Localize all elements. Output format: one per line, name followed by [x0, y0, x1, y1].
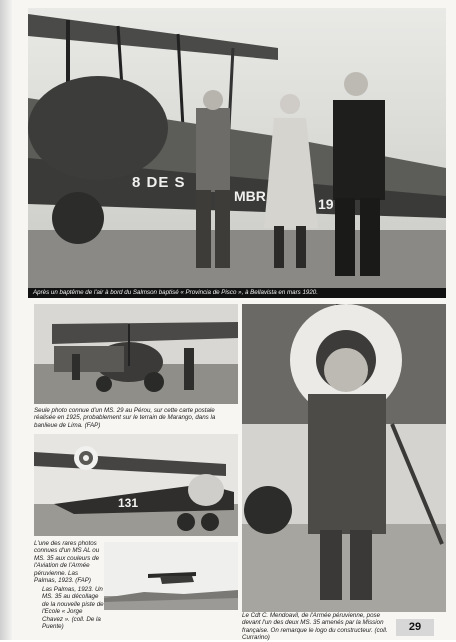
top-caption: Après un baptême de l'air à bord du Salmson baptisé « Provincia de Pisco », à Bellavista en mars 1920.	[33, 289, 318, 296]
las-palmas-caption: Las Palmas, 1923. Un MS. 35 au décollage de la nouvelle piste de l'Ecole « Jorge Chavez ». (coll. De la Puente)	[42, 586, 104, 631]
page-number: 29	[396, 619, 434, 636]
fuselage-lettering: 8 DE S	[132, 174, 186, 191]
photo-ms35-131	[34, 434, 238, 536]
photo-las-palmas-image	[104, 542, 238, 610]
rare-photo-caption: L'une des rares photos connues d'un MS AL ou MS. 35 aux couleurs de l'Aviation de l'Armée péruvienne. Las Palmas, 1923. (FAP)	[34, 540, 100, 585]
fuselage-number: 19	[318, 196, 334, 212]
photo-ms29-image	[34, 304, 238, 404]
photo-salmson-group	[28, 8, 446, 288]
photo-ms35-131-image	[34, 434, 238, 536]
photo-pilot-image	[242, 304, 446, 612]
photo-las-palmas-takeoff	[104, 542, 238, 610]
top-caption-bar	[28, 288, 446, 298]
ms35-serial-number: 131	[118, 496, 139, 510]
pilot-caption: Le Cdt C. Mendoavil, de l'Armée péruvienne, pose devant l'un des deux MS. 35 amenés par la Mission française. On remarque le logo du constructeur. (coll. Currarino)	[242, 612, 388, 642]
fuselage-lettering-2: MBR	[234, 188, 266, 204]
photo-salmson-image	[28, 8, 446, 288]
ms29-caption: Seule photo connue d'un MS. 29 au Pérou, sur cette carte postale réalisée en 1925, probablement sur le terrain de Marango, dans la banlieue de Lima. (FAP)	[34, 407, 216, 429]
photo-pilot-mendoavil	[242, 304, 446, 612]
page-binding-shadow	[0, 0, 12, 640]
photo-ms29	[34, 304, 238, 404]
pilot-caption-bar	[242, 612, 392, 642]
